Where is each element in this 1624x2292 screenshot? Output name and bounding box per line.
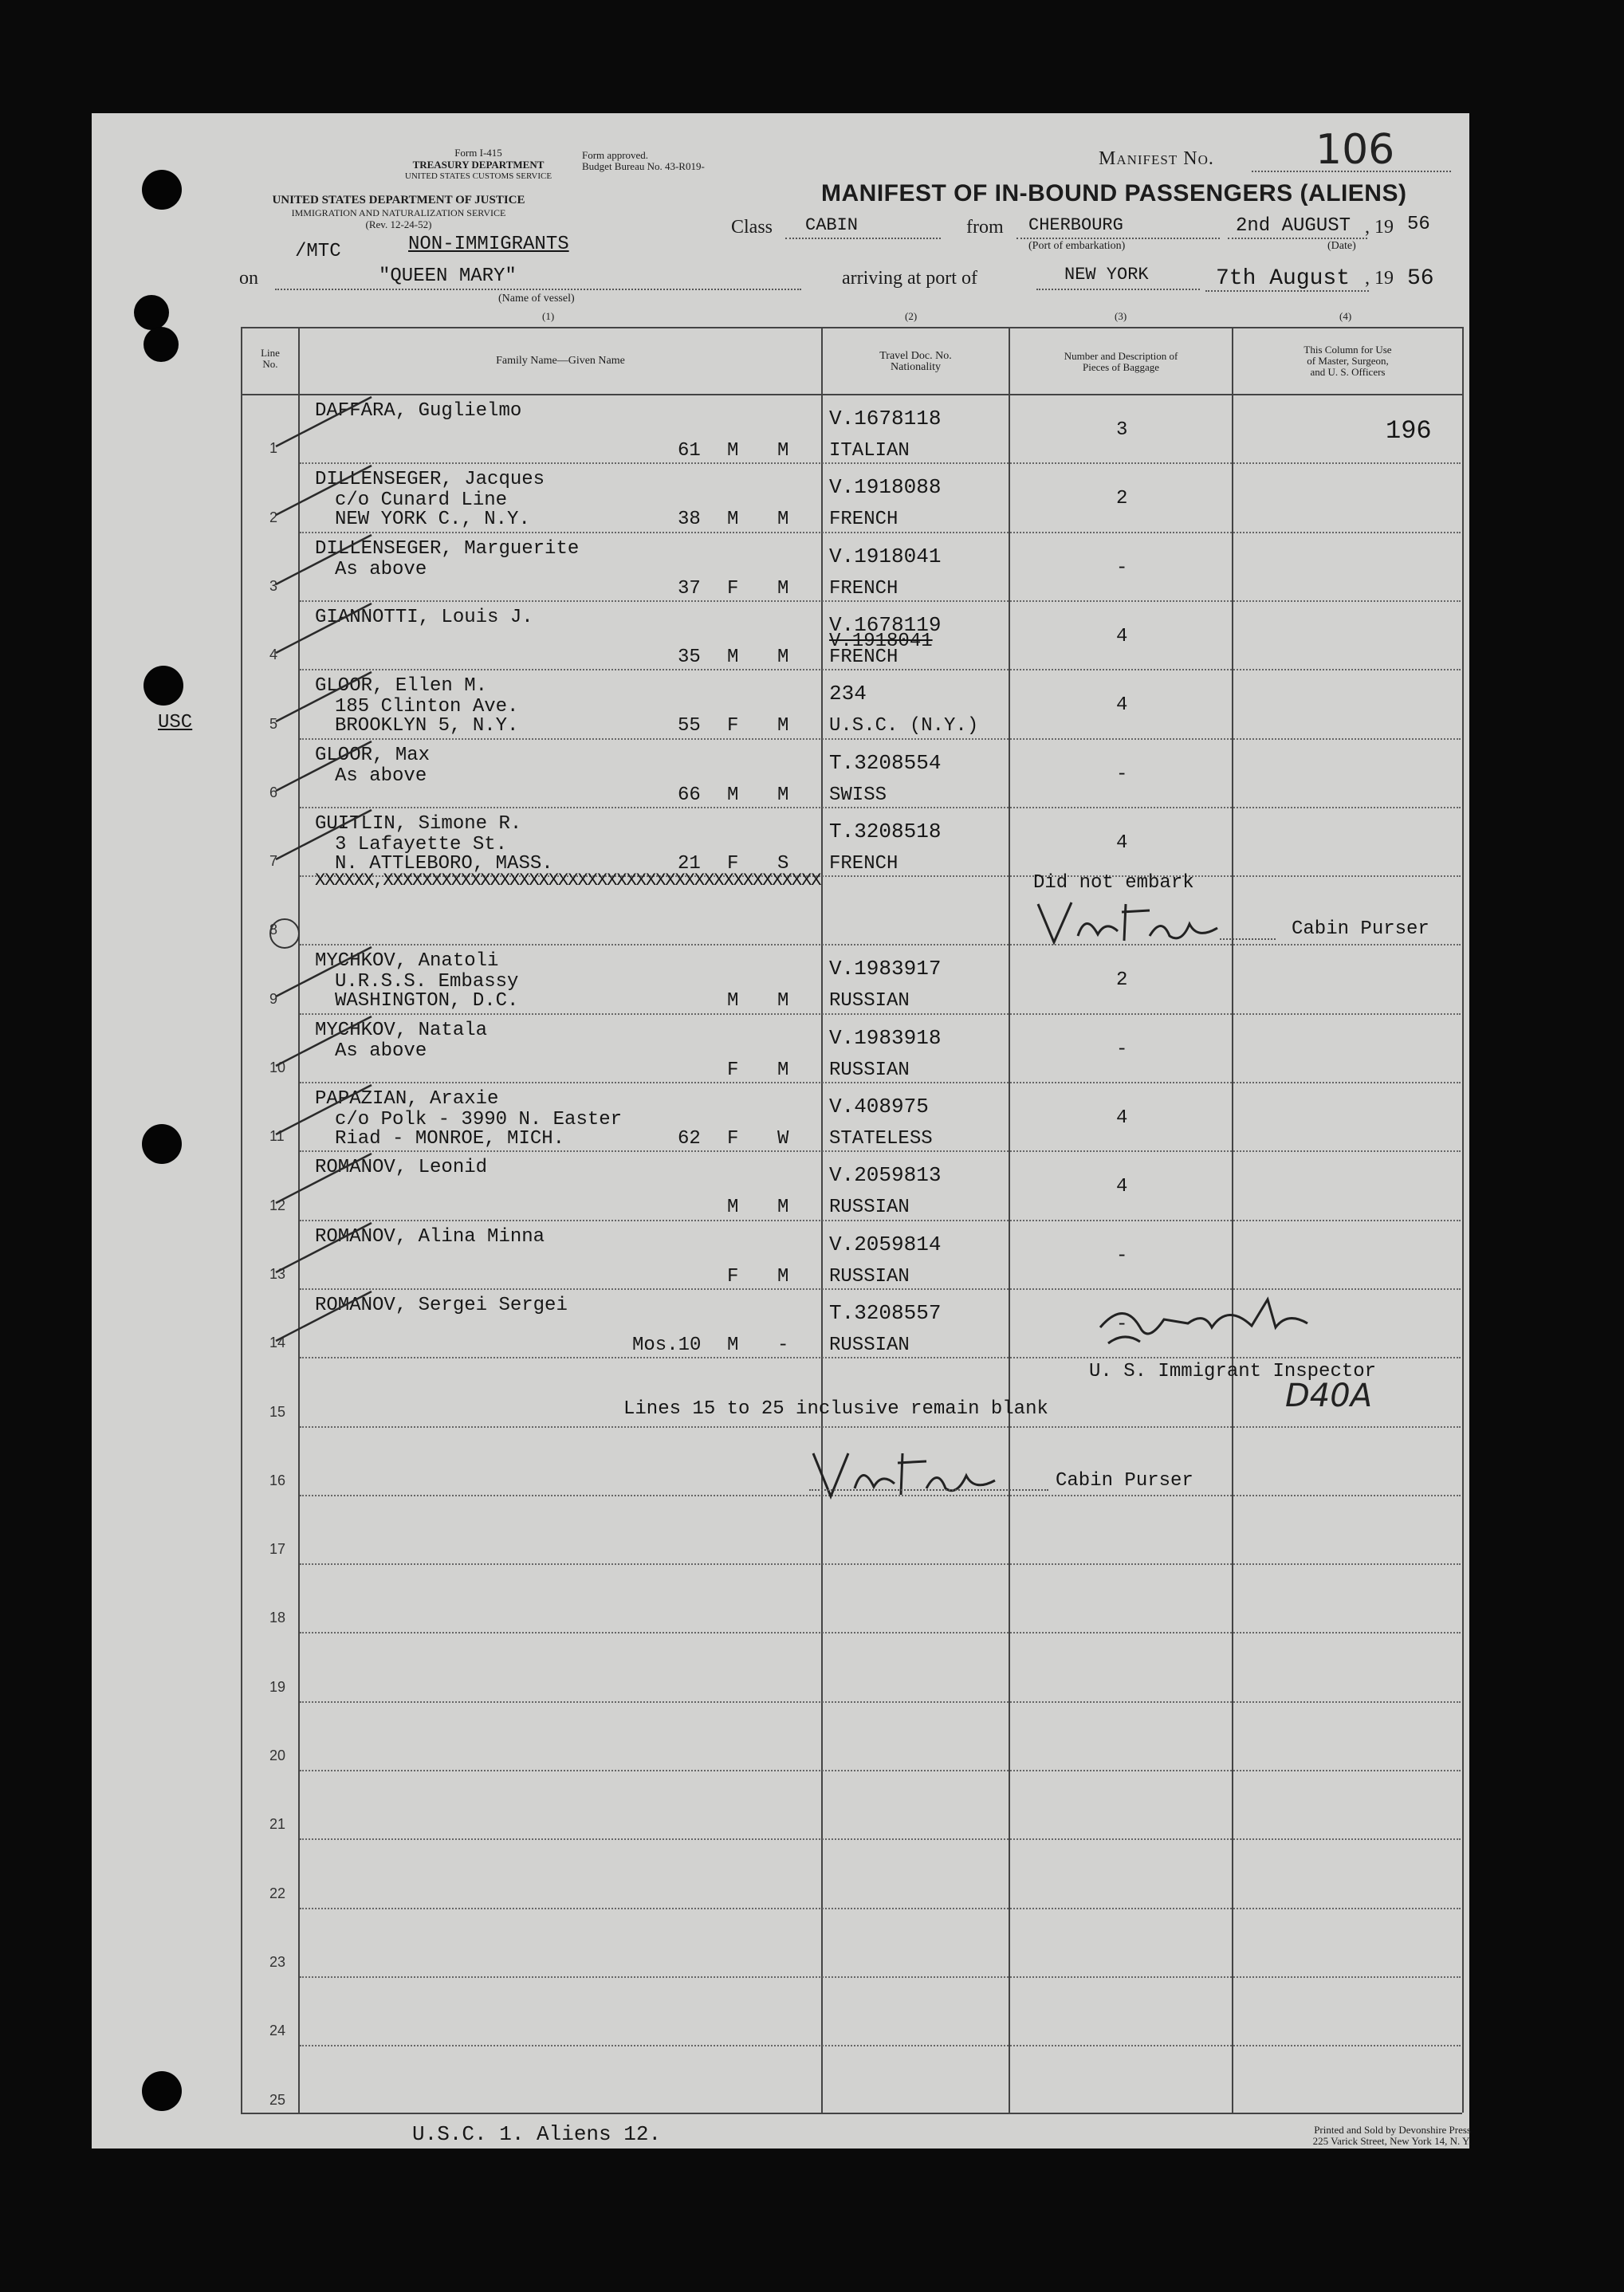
nationality: RUSSIAN xyxy=(829,1265,910,1288)
travel-doc-no: V.2059813 xyxy=(829,1163,942,1188)
header-baggage-2: Pieces of Baggage xyxy=(1082,361,1160,373)
line-number: 21 xyxy=(269,1816,286,1833)
inspector-signature xyxy=(1092,1295,1331,1355)
closing-signature xyxy=(805,1447,1005,1511)
travel-doc-no: T.3208557 xyxy=(829,1300,942,1325)
line8-strike: XXXXXX,XXXXXXXXXXXXXXXXXXXXXXXXXXXXXXXXXXXXXXXXXXXXX xyxy=(315,871,821,890)
baggage-count: 2 xyxy=(1116,488,1128,510)
row-rule xyxy=(300,1220,1461,1221)
passenger-marital-status: M xyxy=(777,715,789,737)
closing-signature-graphic xyxy=(805,1447,1005,1507)
passenger-address-1: As above xyxy=(335,558,427,580)
line-number: 23 xyxy=(269,1953,286,1970)
check-mark-icon xyxy=(268,1079,379,1150)
passenger-address-1: As above xyxy=(335,765,427,787)
passenger-sex: F xyxy=(727,1059,739,1081)
footer-summary: U.S.C. 1. Aliens 12. xyxy=(412,2122,662,2146)
class-value: CABIN xyxy=(805,215,859,235)
line8-purser-dots xyxy=(1220,938,1276,940)
arrival-year: 56 xyxy=(1407,266,1434,291)
passenger-name: ROMANOV, Alina Minna xyxy=(315,1225,545,1248)
row-rule xyxy=(300,738,1461,740)
line8-signature xyxy=(1030,896,1229,961)
passenger-marital-status: M xyxy=(777,1059,789,1081)
row-rule xyxy=(300,1838,1461,1840)
passenger-address-2: WASHINGTON, D.C. xyxy=(335,990,519,1012)
manifest-title: MANIFEST OF IN-BOUND PASSENGERS (ALIENS) xyxy=(821,180,1407,206)
from-value: CHERBOURG xyxy=(1028,215,1123,235)
depart-line xyxy=(1228,238,1367,239)
baggage-count: - xyxy=(1116,763,1128,785)
header-line xyxy=(242,348,298,370)
table-top-border xyxy=(241,327,1462,328)
row-rule xyxy=(300,532,1461,533)
check-mark-icon xyxy=(268,529,379,600)
row-rule xyxy=(300,1632,1461,1633)
baggage-count: - xyxy=(1116,556,1128,579)
travel-doc-no: V.1918088 xyxy=(829,475,942,500)
baggage-count: 4 xyxy=(1116,831,1128,854)
passenger-sex: M xyxy=(727,1334,739,1356)
officer-remark: 196 xyxy=(1386,416,1432,446)
purser-signature-graphic xyxy=(1030,896,1229,952)
line-number: 1 xyxy=(269,440,278,457)
line-number: 3 xyxy=(269,577,278,594)
line-number: 20 xyxy=(269,1748,286,1763)
table-bottom-border xyxy=(241,2113,1462,2114)
travel-doc-no: V.1918041 xyxy=(829,544,942,568)
passenger-address-2: N. ATTLEBORO, MASS. xyxy=(335,852,553,875)
arrival-date: 7th August xyxy=(1216,266,1351,291)
passenger-marital-status: M xyxy=(777,1265,789,1288)
passenger-sex: F xyxy=(727,1128,739,1150)
depart-date: 2nd AUGUST xyxy=(1236,215,1351,237)
passenger-sex: F xyxy=(727,715,739,737)
passenger-name: ROMANOV, Sergei Sergei xyxy=(315,1294,568,1316)
travel-doc-no: 234 xyxy=(829,682,867,706)
travel-doc-no: V.1678118 xyxy=(829,407,942,430)
nationality: SWISS xyxy=(829,784,887,806)
passenger-sex: M xyxy=(727,440,739,462)
passenger-age: 37 xyxy=(678,577,701,600)
header-use xyxy=(1233,344,1462,378)
nationality: U.S.C. (N.Y.) xyxy=(829,715,979,737)
punch-hole-1 xyxy=(142,170,182,210)
line-number: 2 xyxy=(269,509,278,525)
line-number: 7 xyxy=(269,853,278,870)
passenger-sex: M xyxy=(727,784,739,806)
travel-doc-struck: V.1918041 xyxy=(829,630,933,652)
header-travel xyxy=(823,351,1009,373)
vessel-caption: (Name of vessel) xyxy=(498,293,575,305)
doj-title: UNITED STATES DEPARTMENT OF JUSTICE xyxy=(272,194,525,206)
header-baggage-1: Number and Description of xyxy=(1064,350,1178,362)
table-right-border xyxy=(1462,327,1464,2113)
passenger-name: ROMANOV, Leonid xyxy=(315,1157,488,1179)
line-number: 14 xyxy=(269,1335,286,1351)
header-baggage xyxy=(1010,351,1232,373)
line-number: 22 xyxy=(269,1885,286,1901)
passenger-name: GLOOR, Max xyxy=(315,744,431,766)
passenger-sex: F xyxy=(727,852,739,875)
passenger-name: GIANNOTTI, Louis J. xyxy=(315,606,533,628)
baggage-count: 2 xyxy=(1116,969,1128,992)
column-1-number: (1) xyxy=(542,310,555,322)
port-line xyxy=(1036,289,1200,290)
manifest-no-value: 106 xyxy=(1315,126,1395,174)
row-rule xyxy=(300,600,1461,602)
nationality: FRENCH xyxy=(829,852,899,875)
row-rule xyxy=(300,2045,1461,2046)
check-mark-icon xyxy=(268,1147,379,1219)
line-number: 6 xyxy=(269,784,278,800)
date-caption: (Date) xyxy=(1327,240,1356,252)
passenger-name: MYCHKOV, Natala xyxy=(315,1019,488,1041)
travel-doc-no: V.1983918 xyxy=(829,1025,942,1050)
ins-title: IMMIGRATION AND NATURALIZATION SERVICE xyxy=(291,207,506,218)
header-travel-1: Travel Doc. No. xyxy=(879,350,952,362)
budget-bureau: Budget Bureau No. 43-R019- xyxy=(582,160,705,172)
passenger-address-1: As above xyxy=(335,1040,427,1062)
baggage-count: 4 xyxy=(1116,694,1128,717)
passenger-sex: M xyxy=(727,646,739,668)
passenger-age: Mos.10 xyxy=(632,1334,702,1356)
passenger-marital-status: M xyxy=(777,1197,789,1219)
nationality: RUSSIAN xyxy=(829,1197,910,1219)
line8-circle xyxy=(269,918,300,949)
passenger-name: MYCHKOV, Anatoli xyxy=(315,950,499,973)
row-rule xyxy=(300,1357,1461,1358)
row-rule xyxy=(300,1701,1461,1703)
line-number: 25 xyxy=(269,2091,286,2108)
passenger-sex: M xyxy=(727,990,739,1012)
passenger-age: 21 xyxy=(678,852,701,875)
line-number: 17 xyxy=(269,1541,286,1558)
passenger-marital-status: - xyxy=(777,1334,789,1356)
passenger-age: 35 xyxy=(678,646,701,668)
row-rule xyxy=(300,1150,1461,1152)
line-number: 8 xyxy=(269,922,278,938)
passenger-address-1: 185 Clinton Ave. xyxy=(335,696,519,718)
passenger-marital-status: M xyxy=(777,646,789,668)
form-revision: (Rev. 12-24-52) xyxy=(365,218,432,230)
row-rule xyxy=(300,669,1461,670)
line-number: 18 xyxy=(269,1610,286,1626)
row-rule xyxy=(300,1082,1461,1083)
header-name: Family Name—Given Name xyxy=(496,355,625,367)
passenger-address-1: c/o Cunard Line xyxy=(335,489,508,512)
table-header-border xyxy=(241,394,1462,395)
punch-hole-3 xyxy=(144,327,179,362)
closing-purser: Cabin Purser xyxy=(1056,1470,1193,1492)
row-rule xyxy=(300,807,1461,808)
passenger-name: GLOOR, Ellen M. xyxy=(315,675,488,698)
category: NON-IMMIGRANTS xyxy=(408,234,569,255)
printer-credit-2: 225 Varick Street, New York 14, N. Y. xyxy=(1312,2135,1471,2147)
passenger-marital-status: M xyxy=(777,440,789,462)
passenger-marital-status: M xyxy=(777,784,789,806)
baggage-count: - xyxy=(1116,1038,1128,1060)
nationality: FRENCH xyxy=(829,577,899,600)
from-line xyxy=(1016,238,1220,239)
nationality: RUSSIAN xyxy=(829,990,910,1012)
from-label: from xyxy=(966,217,1004,238)
baggage-count: 4 xyxy=(1116,1107,1128,1129)
line-number: 9 xyxy=(269,990,278,1007)
closing-purser-dots xyxy=(809,1489,1048,1491)
vessel-line xyxy=(275,289,801,290)
inspector-signature-graphic xyxy=(1092,1295,1331,1351)
nationality: STATELESS xyxy=(829,1128,933,1150)
check-mark-icon xyxy=(268,941,379,1012)
arrival-line xyxy=(1205,290,1369,292)
line-number: 11 xyxy=(269,1128,285,1145)
header-use-3: and U. S. Officers xyxy=(1310,366,1386,378)
travel-doc-no: V.1983917 xyxy=(829,957,942,981)
passenger-address-2: NEW YORK C., N.Y. xyxy=(335,509,530,531)
check-mark-icon xyxy=(268,1010,379,1082)
header-line-no-2: No. xyxy=(262,358,278,370)
from-caption: (Port of embarkation) xyxy=(1028,240,1126,252)
blank-lines-note: Lines 15 to 25 inclusive remain blank xyxy=(623,1398,1048,1420)
baggage-count: 4 xyxy=(1116,625,1128,647)
passenger-age: 66 xyxy=(678,784,701,806)
travel-doc-no: V.2059814 xyxy=(829,1232,942,1256)
row-rule xyxy=(300,1770,1461,1771)
passenger-marital-status: W xyxy=(777,1128,789,1150)
passenger-age: 38 xyxy=(678,509,701,531)
line-number: 5 xyxy=(269,715,278,732)
customs-service: UNITED STATES CUSTOMS SERVICE xyxy=(404,171,552,181)
baggage-count: 3 xyxy=(1116,419,1128,441)
row-rule xyxy=(300,1426,1461,1428)
passenger-name: PAPAZIAN, Araxie xyxy=(315,1088,499,1110)
line-number: 16 xyxy=(269,1472,286,1488)
passenger-marital-status: M xyxy=(777,577,789,600)
manifest-no-label: Manifest No. xyxy=(1099,148,1214,169)
passenger-sex: M xyxy=(727,509,739,531)
passenger-marital-status: M xyxy=(777,990,789,1012)
class-line xyxy=(785,238,941,239)
passenger-name: DAFFARA, Guglielmo xyxy=(315,400,522,422)
check-mark-icon xyxy=(268,597,379,669)
row-rule xyxy=(300,944,1461,945)
passenger-address-1: U.R.S.S. Embassy xyxy=(335,971,519,993)
passenger-address-1: 3 Lafayette St. xyxy=(335,833,508,855)
column-3-number: (3) xyxy=(1115,310,1127,322)
inspector-code: D40A xyxy=(1285,1378,1373,1414)
vessel-name: "QUEEN MARY" xyxy=(379,265,517,287)
line-number: 10 xyxy=(269,1060,286,1075)
arriving-label: arriving at port of xyxy=(842,268,977,289)
passenger-marital-status: M xyxy=(777,509,789,531)
printer-credit xyxy=(1196,2125,1471,2147)
check-mark-icon xyxy=(268,459,379,531)
nationality: RUSSIAN xyxy=(829,1334,910,1356)
passenger-sex: M xyxy=(727,1197,739,1219)
header-line-no-1: Line xyxy=(261,347,280,359)
nationality: FRENCH xyxy=(829,646,899,668)
row-rule xyxy=(300,1908,1461,1909)
travel-doc-no: V.408975 xyxy=(829,1095,929,1118)
line8-note: Did not embark xyxy=(1033,872,1194,894)
line-number: 24 xyxy=(269,2023,286,2039)
baggage-count: - xyxy=(1116,1244,1128,1267)
passenger-address-1: c/o Polk - 3990 N. Easter xyxy=(335,1109,623,1130)
line-number: 12 xyxy=(269,1197,286,1213)
row-rule xyxy=(300,1013,1461,1015)
line8-purser: Cabin Purser xyxy=(1292,918,1429,940)
header-use-1: This Column for Use xyxy=(1304,344,1392,356)
class-label: Class xyxy=(731,217,773,238)
arrival-year-prefix: , 19 xyxy=(1365,268,1394,289)
line-number: 19 xyxy=(269,1678,286,1695)
travel-doc-no: V.1678119 xyxy=(829,612,942,637)
check-mark-icon xyxy=(268,1217,379,1288)
passenger-marital-status: S xyxy=(777,852,789,875)
depart-year-prefix: , 19 xyxy=(1365,217,1394,238)
check-mark-icon xyxy=(268,391,379,462)
printer-credit-1: Printed and Sold by Devonshire Press xyxy=(1314,2124,1471,2136)
nationality: FRENCH xyxy=(829,509,899,531)
passenger-age: 62 xyxy=(678,1128,701,1150)
row-rule xyxy=(300,1288,1461,1290)
table-left-border xyxy=(241,327,242,2113)
passenger-age: 61 xyxy=(678,440,701,462)
row-rule xyxy=(300,462,1461,464)
on-label: on xyxy=(239,268,258,289)
check-mark-icon xyxy=(268,804,379,875)
nationality: RUSSIAN xyxy=(829,1059,910,1081)
check-mark-icon xyxy=(268,735,379,807)
passenger-address-2: BROOKLYN 5, N.Y. xyxy=(335,715,519,737)
row-rule xyxy=(300,1976,1461,1978)
column-4-number: (4) xyxy=(1339,310,1352,322)
form-approved: Form approved. xyxy=(582,149,649,161)
check-mark-icon xyxy=(268,666,379,737)
treasury-dept: TREASURY DEPARTMENT xyxy=(412,159,545,171)
depart-year: 56 xyxy=(1407,214,1430,235)
column-2-number: (2) xyxy=(905,310,918,322)
header-travel-2: Nationality xyxy=(891,361,941,373)
baggage-count: 4 xyxy=(1116,1176,1128,1198)
mtc-code: /MTC xyxy=(295,241,341,262)
line-number: 13 xyxy=(269,1265,286,1282)
punch-hole-6 xyxy=(142,2071,182,2111)
punch-hole-4 xyxy=(144,666,183,706)
header-use-2: of Master, Surgeon, xyxy=(1307,355,1389,367)
passenger-name: DILLENSEGER, Jacques xyxy=(315,469,545,491)
punch-hole-5 xyxy=(142,1124,182,1164)
passenger-sex: F xyxy=(727,577,739,600)
check-mark-icon xyxy=(268,1285,379,1357)
passenger-name: GUITLIN, Simone R. xyxy=(315,812,522,835)
row-rule xyxy=(300,1563,1461,1565)
passenger-sex: F xyxy=(727,1265,739,1288)
travel-doc-no: T.3208554 xyxy=(829,750,942,775)
passenger-age: 55 xyxy=(678,715,701,737)
baggage-count: - xyxy=(1116,1313,1128,1335)
passenger-name: DILLENSEGER, Marguerite xyxy=(315,537,580,560)
line-number: 15 xyxy=(269,1403,286,1420)
line-number: 4 xyxy=(269,647,278,663)
nationality: ITALIAN xyxy=(829,440,910,462)
inspector-title: U. S. Immigrant Inspector xyxy=(1089,1361,1377,1382)
form-number: Form I-415 xyxy=(454,147,502,159)
passenger-address-2: Riad - MONROE, MICH. xyxy=(335,1128,565,1150)
punch-hole-2 xyxy=(134,295,169,330)
usc-margin-note: USC xyxy=(158,712,193,733)
travel-doc-no: T.3208518 xyxy=(829,819,942,843)
arrival-port: NEW YORK xyxy=(1064,265,1149,285)
